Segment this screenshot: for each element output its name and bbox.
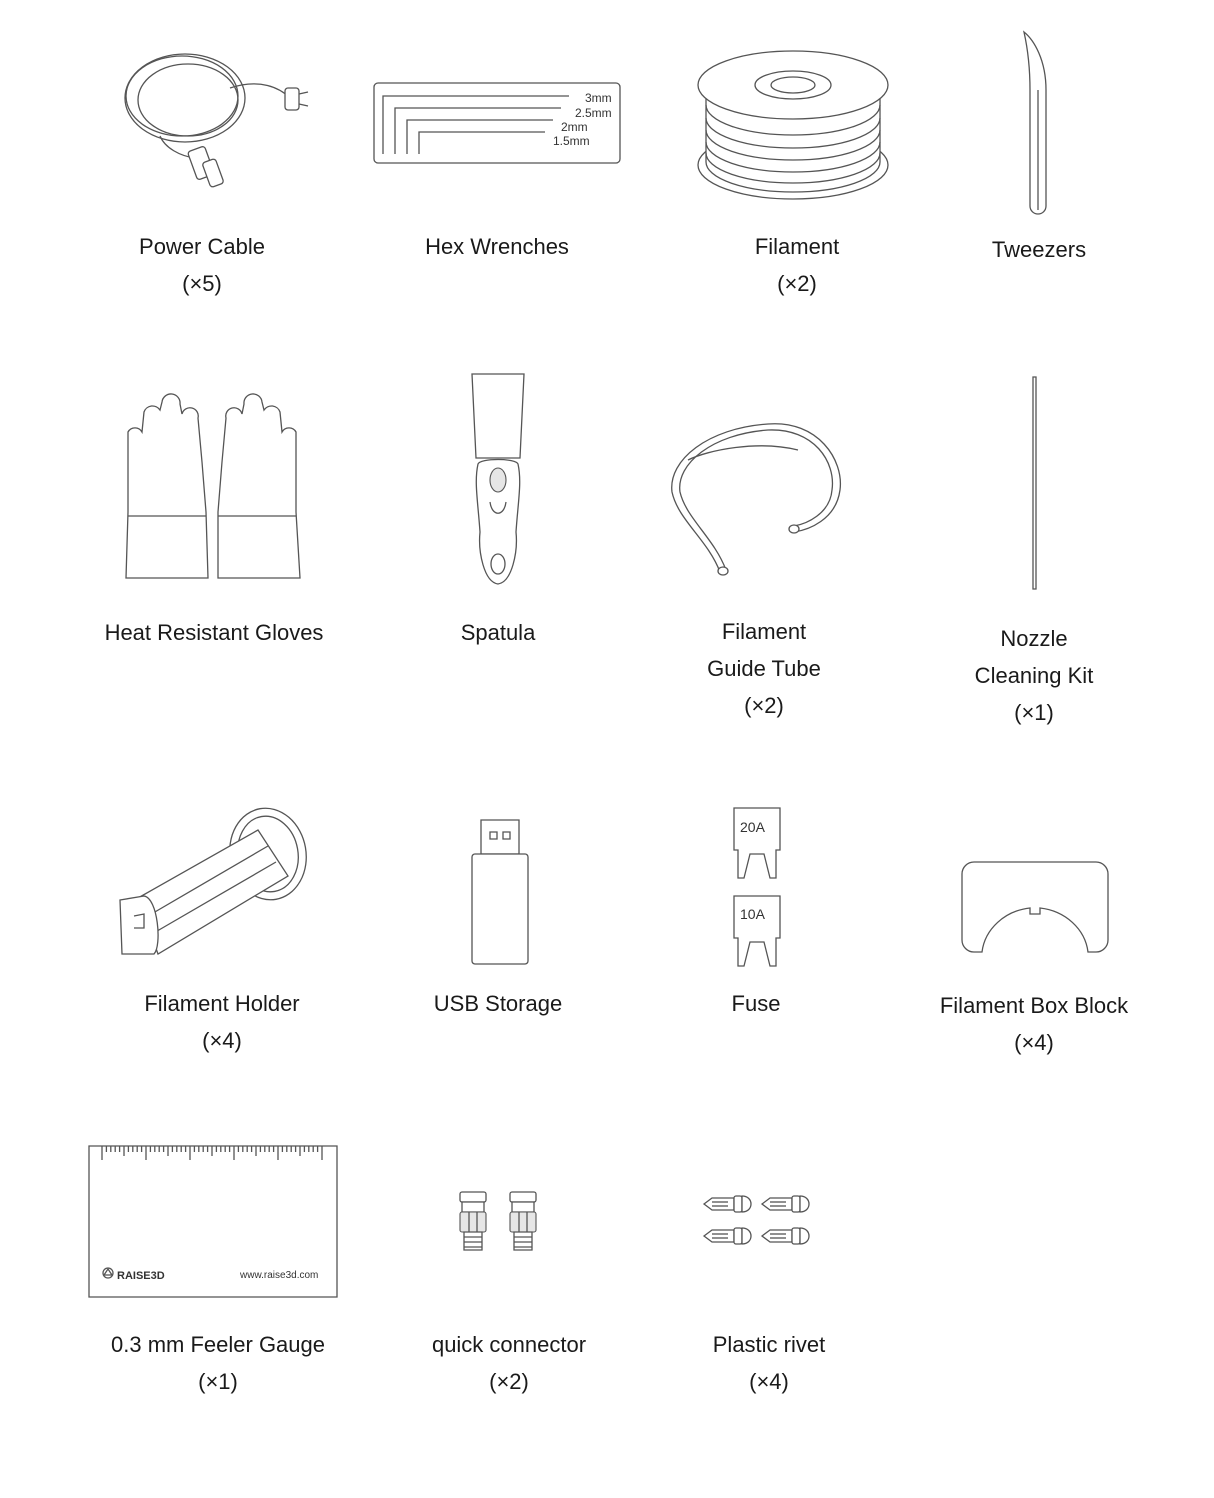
item-quantity: (×4) — [202, 1028, 242, 1053]
power-cable-icon — [120, 48, 310, 198]
usb-drive-icon — [470, 818, 530, 966]
gloves-icon — [122, 392, 304, 584]
item-title: Power Cable — [139, 234, 265, 259]
item-title: Filament Holder — [144, 991, 300, 1016]
guide-tube-icon — [668, 420, 848, 582]
filament-spool-icon — [696, 50, 890, 200]
item-title: Spatula — [460, 620, 536, 645]
fuse-icon — [730, 806, 784, 968]
gauge-brand: RAISE3D — [117, 1270, 165, 1282]
item-quantity: (×5) — [182, 271, 222, 296]
item-title: Plastic rivet — [712, 1332, 826, 1357]
item-title: 0.3 mm Feeler Gauge — [111, 1332, 325, 1357]
plastic-rivet-icon — [700, 1190, 816, 1252]
filament-holder-icon — [118, 806, 308, 958]
item-title: Filament Box Block — [939, 993, 1129, 1018]
item-title: Cleaning Kit — [974, 663, 1094, 688]
wrench-size-label: 1.5mm — [553, 134, 590, 148]
wrench-size-label: 3mm — [585, 91, 612, 105]
item-quantity: (×2) — [489, 1369, 529, 1394]
spatula-icon — [466, 372, 530, 586]
item-title: Heat Resistant Gloves — [104, 620, 324, 645]
item-title: Filament — [754, 234, 840, 259]
quick-connector-icon — [456, 1190, 546, 1252]
item-quantity: (×1) — [1014, 700, 1054, 725]
wrench-size-label: 2mm — [561, 120, 588, 134]
item-quantity: (×1) — [198, 1369, 238, 1394]
item-title: quick connector — [431, 1332, 587, 1357]
item-quantity: (×2) — [777, 271, 817, 296]
nozzle-needle-icon — [1030, 376, 1040, 590]
item-quantity: (×4) — [1014, 1030, 1054, 1055]
item-title: USB Storage — [433, 991, 563, 1016]
item-title: Filament — [721, 619, 807, 644]
item-quantity: (×2) — [744, 693, 784, 718]
box-block-icon — [960, 860, 1110, 954]
feeler-gauge-icon — [88, 1145, 338, 1298]
item-title: Tweezers — [991, 237, 1087, 262]
item-title: Guide Tube — [707, 656, 821, 681]
gauge-url: www.raise3d.com — [240, 1270, 319, 1281]
item-title: Nozzle — [1000, 626, 1068, 651]
wrench-size-label: 2.5mm — [575, 106, 612, 120]
item-quantity: (×4) — [749, 1369, 789, 1394]
fuse-rating-label: 20A — [740, 819, 765, 835]
tweezers-icon — [1020, 30, 1050, 216]
hex-wrench-set-icon — [373, 82, 621, 164]
fuse-rating-label: 10A — [740, 906, 765, 922]
item-title: Hex Wrenches — [425, 234, 569, 259]
item-title: Fuse — [731, 991, 781, 1016]
